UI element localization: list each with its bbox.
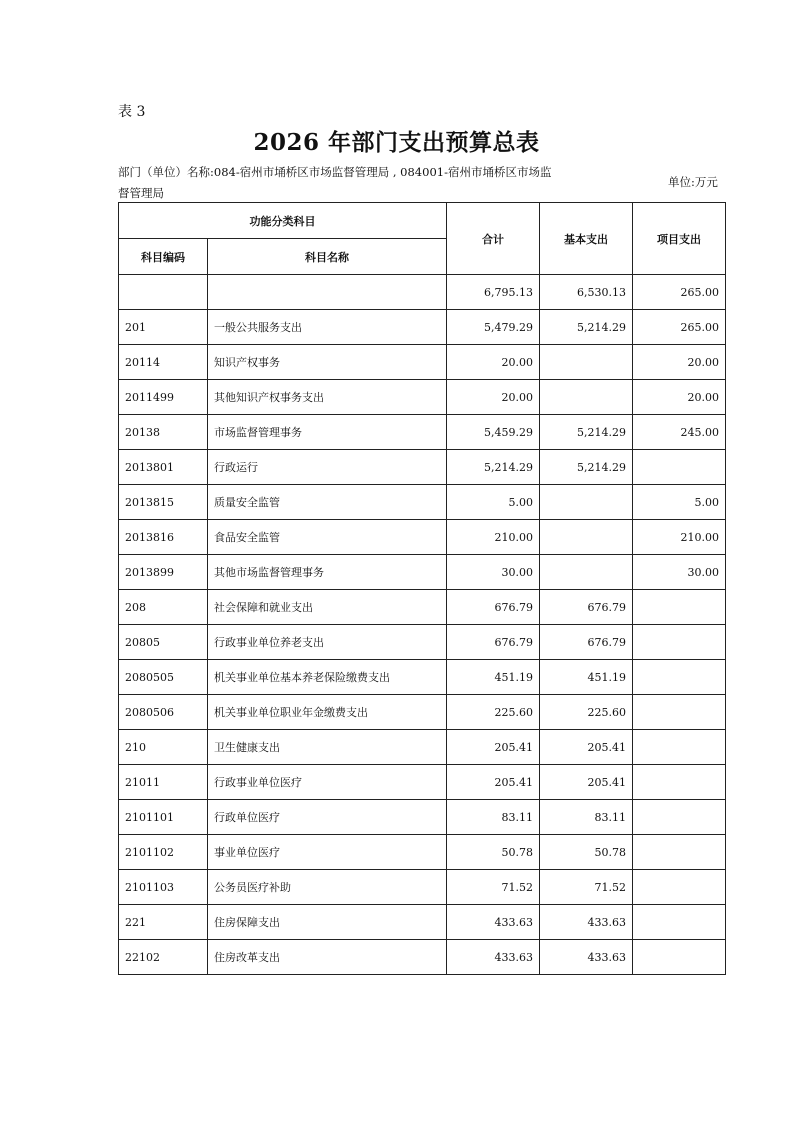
table-row [119, 380, 726, 415]
cell-basic: 451.19 [540, 660, 633, 695]
cell-code: 2101103 [119, 870, 208, 905]
cell-project [633, 660, 726, 695]
cell-code: 2101101 [119, 800, 208, 835]
cell-project [633, 940, 726, 975]
cell-total: 5.00 [447, 485, 540, 520]
cell-total: 210.00 [447, 520, 540, 555]
cell-project [633, 695, 726, 730]
cell-total: 433.63 [447, 905, 540, 940]
table-row [119, 625, 726, 660]
cell-project: 265.00 [633, 310, 726, 345]
cell-code: 208 [119, 590, 208, 625]
cell-code: 2080506 [119, 695, 208, 730]
table-row [119, 450, 726, 485]
cell-basic: 83.11 [540, 800, 633, 835]
cell-project: 30.00 [633, 555, 726, 590]
cell-name: 行政事业单位养老支出 [208, 625, 447, 660]
cell-name: 市场监督管理事务 [208, 415, 447, 450]
cell-project [633, 905, 726, 940]
cell-project [633, 870, 726, 905]
cell-total: 676.79 [447, 625, 540, 660]
cell-total: 6,795.13 [447, 275, 540, 310]
table-row [119, 695, 726, 730]
cell-basic [540, 520, 633, 555]
cell-code: 201 [119, 310, 208, 345]
table-row [119, 555, 726, 590]
cell-code: 21011 [119, 765, 208, 800]
header-total: 合计 [447, 203, 540, 275]
cell-project: 245.00 [633, 415, 726, 450]
header-name: 科目名称 [208, 239, 447, 275]
cell-project: 5.00 [633, 485, 726, 520]
cell-name: 其他知识产权事务支出 [208, 380, 447, 415]
cell-code: 20114 [119, 345, 208, 380]
cell-project [633, 625, 726, 660]
header-basic: 基本支出 [540, 203, 633, 275]
table-row [119, 660, 726, 695]
cell-name: 事业单位医疗 [208, 835, 447, 870]
cell-total: 205.41 [447, 765, 540, 800]
cell-name: 一般公共服务支出 [208, 310, 447, 345]
header-project: 项目支出 [633, 203, 726, 275]
cell-total: 20.00 [447, 345, 540, 380]
cell-basic: 5,214.29 [540, 450, 633, 485]
cell-total: 225.60 [447, 695, 540, 730]
cell-basic: 676.79 [540, 590, 633, 625]
cell-total: 451.19 [447, 660, 540, 695]
cell-total: 20.00 [447, 380, 540, 415]
cell-total: 5,214.29 [447, 450, 540, 485]
budget-table [118, 202, 726, 975]
cell-project [633, 800, 726, 835]
unit-label: 单位:万元 [668, 175, 718, 189]
cell-basic: 676.79 [540, 625, 633, 660]
cell-name: 公务员医疗补助 [208, 870, 447, 905]
table-row [119, 800, 726, 835]
table-row [119, 310, 726, 345]
cell-total: 30.00 [447, 555, 540, 590]
table-row [119, 520, 726, 555]
cell-code [119, 275, 208, 310]
cell-project [633, 450, 726, 485]
cell-basic: 225.60 [540, 695, 633, 730]
cell-total: 5,479.29 [447, 310, 540, 345]
cell-project: 20.00 [633, 345, 726, 380]
department-name: 部门（单位）名称:084-宿州市埇桥区市场监督管理局 , 084001-宿州市埇桥区市场监督管理局 [118, 165, 552, 200]
cell-name: 住房改革支出 [208, 940, 447, 975]
cell-total: 205.41 [447, 730, 540, 765]
cell-project [633, 765, 726, 800]
cell-code: 22102 [119, 940, 208, 975]
cell-name: 其他市场监督管理事务 [208, 555, 447, 590]
cell-code: 2013899 [119, 555, 208, 590]
cell-basic [540, 345, 633, 380]
cell-code: 2080505 [119, 660, 208, 695]
cell-basic: 205.41 [540, 730, 633, 765]
cell-code: 20138 [119, 415, 208, 450]
table-row [119, 870, 726, 905]
cell-name: 机关事业单位职业年金缴费支出 [208, 695, 447, 730]
cell-total: 71.52 [447, 870, 540, 905]
cell-basic: 6,530.13 [540, 275, 633, 310]
cell-total: 676.79 [447, 590, 540, 625]
header-category-group: 功能分类科目 [119, 203, 447, 239]
cell-project: 265.00 [633, 275, 726, 310]
cell-total: 5,459.29 [447, 415, 540, 450]
table-row [119, 940, 726, 975]
cell-project: 210.00 [633, 520, 726, 555]
cell-code: 20805 [119, 625, 208, 660]
table-row [119, 765, 726, 800]
cell-code: 210 [119, 730, 208, 765]
header-code: 科目编码 [119, 239, 208, 275]
cell-project [633, 730, 726, 765]
cell-total: 50.78 [447, 835, 540, 870]
table-row [119, 345, 726, 380]
cell-basic: 50.78 [540, 835, 633, 870]
cell-code: 2013816 [119, 520, 208, 555]
cell-project [633, 835, 726, 870]
cell-basic [540, 485, 633, 520]
cell-code: 2013801 [119, 450, 208, 485]
cell-name: 质量安全监管 [208, 485, 447, 520]
cell-code: 221 [119, 905, 208, 940]
cell-basic: 433.63 [540, 940, 633, 975]
cell-basic: 433.63 [540, 905, 633, 940]
cell-code: 2011499 [119, 380, 208, 415]
cell-total: 433.63 [447, 940, 540, 975]
cell-code: 2101102 [119, 835, 208, 870]
table-number-label: 表 3 [118, 104, 146, 120]
cell-basic: 5,214.29 [540, 310, 633, 345]
table-row [119, 485, 726, 520]
cell-name: 行政运行 [208, 450, 447, 485]
cell-name: 机关事业单位基本养老保险缴费支出 [208, 660, 447, 695]
cell-name: 行政单位医疗 [208, 800, 447, 835]
cell-basic [540, 380, 633, 415]
cell-name: 卫生健康支出 [208, 730, 447, 765]
table-row [119, 730, 726, 765]
cell-name: 行政事业单位医疗 [208, 765, 447, 800]
page-title: 2026 年部门支出预算总表 [253, 129, 540, 156]
cell-basic: 5,214.29 [540, 415, 633, 450]
table-row [119, 590, 726, 625]
table-row [119, 835, 726, 870]
cell-project [633, 590, 726, 625]
cell-basic: 71.52 [540, 870, 633, 905]
table-row [119, 415, 726, 450]
cell-total: 83.11 [447, 800, 540, 835]
cell-basic: 205.41 [540, 765, 633, 800]
cell-basic [540, 555, 633, 590]
cell-name: 住房保障支出 [208, 905, 447, 940]
cell-name: 社会保障和就业支出 [208, 590, 447, 625]
table-row [119, 905, 726, 940]
total-row [119, 275, 726, 310]
cell-code: 2013815 [119, 485, 208, 520]
cell-project: 20.00 [633, 380, 726, 415]
cell-name: 知识产权事务 [208, 345, 447, 380]
cell-name: 食品安全监管 [208, 520, 447, 555]
cell-name [208, 275, 447, 310]
